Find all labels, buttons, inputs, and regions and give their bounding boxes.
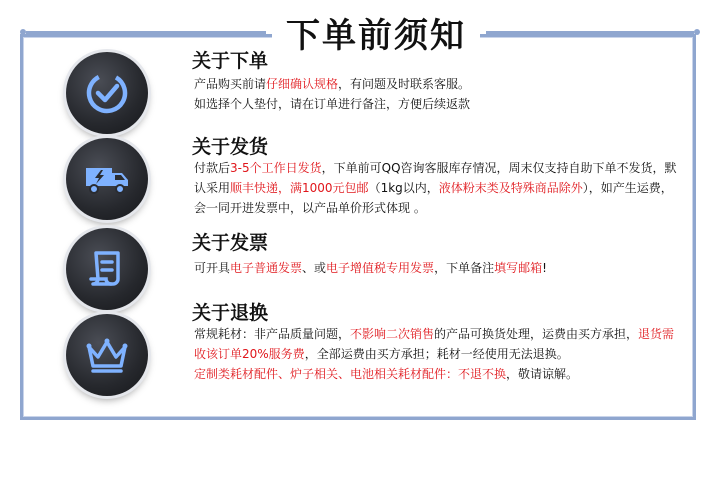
delivery-truck-icon bbox=[81, 153, 133, 205]
shipping-text bbox=[194, 158, 682, 218]
title-dot-right bbox=[694, 29, 700, 35]
returns-heading: 关于退换 bbox=[192, 302, 269, 324]
order-text-1: 产品购买前请 bbox=[194, 77, 267, 91]
section-shipping bbox=[60, 128, 680, 224]
returns-text-custom: 定制类耗材配件、炉子相关、电池相关耗材配件：不退不换 bbox=[194, 367, 507, 381]
document-icon bbox=[81, 243, 133, 295]
invoice-heading: 关于发票 bbox=[192, 232, 269, 254]
returns-text-resale: 不影响二次销售 bbox=[350, 327, 435, 341]
returns-text bbox=[194, 324, 682, 384]
section-returns bbox=[60, 298, 680, 408]
returns-text-fee: 退货需收该订单20%服务费 bbox=[194, 327, 675, 361]
returns-icon-badge bbox=[66, 314, 148, 396]
invoice-text-email: 填写邮箱 bbox=[494, 261, 543, 275]
invoice-text bbox=[194, 258, 682, 278]
shipping-text-express: 顺丰快递，满1000元包邮 bbox=[230, 181, 369, 195]
invoice-text-4: ! bbox=[542, 261, 547, 275]
section-invoice bbox=[60, 222, 680, 302]
order-text-2: ，有问题及时联系客服。 bbox=[338, 77, 471, 91]
order-heading: 关于下单 bbox=[192, 50, 269, 72]
invoice-text-2: 、或 bbox=[302, 261, 327, 275]
shipping-icon-badge bbox=[66, 138, 148, 220]
shipping-text-exceptions: 液体粉末类及特殊商品除外 bbox=[438, 181, 583, 195]
title-line-right bbox=[486, 31, 694, 34]
shipping-text-4: ），如产生运费，会一同开进发票中，以产品单价形式体现 。 bbox=[194, 181, 673, 215]
check-circle-icon bbox=[81, 67, 133, 119]
shipping-text-2: ，下单前可QQ咨询客服库存情况，周末仅支持自助下单不发货，默认采用 bbox=[194, 161, 677, 195]
order-icon-badge bbox=[66, 52, 148, 134]
invoice-text-1: 可开具 bbox=[194, 261, 231, 275]
shipping-text-days: 3-5个工作日发货 bbox=[230, 161, 322, 175]
returns-text-3: ，全部运费由买方承担；耗材一经使用无法退换。 bbox=[304, 347, 569, 361]
crown-icon bbox=[81, 329, 133, 381]
invoice-text-normal: 电子普通发票 bbox=[230, 261, 303, 275]
order-text bbox=[194, 74, 682, 114]
order-text-highlight: 仔细确认规格 bbox=[266, 77, 339, 91]
shipping-heading: 关于发货 bbox=[192, 136, 269, 158]
section-order bbox=[60, 46, 680, 136]
returns-text-1: 常规耗材：非产品质量问题， bbox=[194, 327, 351, 341]
shipping-text-1: 付款后 bbox=[194, 161, 231, 175]
invoice-text-vat: 电子增值税专用发票 bbox=[326, 261, 435, 275]
title-line-left bbox=[26, 31, 266, 34]
invoice-text-3: ，下单备注 bbox=[434, 261, 495, 275]
order-text-3: 如选择个人垫付，请在订单进行备注，方便后续返款 bbox=[194, 97, 471, 111]
returns-text-4: ，敬请谅解。 bbox=[506, 367, 579, 381]
returns-text-2: 的产品可换货处理，运费由买方承担， bbox=[434, 327, 639, 341]
page-title: 下单前须知 bbox=[272, 8, 480, 57]
shipping-text-3: （1kg以内， bbox=[368, 181, 439, 195]
